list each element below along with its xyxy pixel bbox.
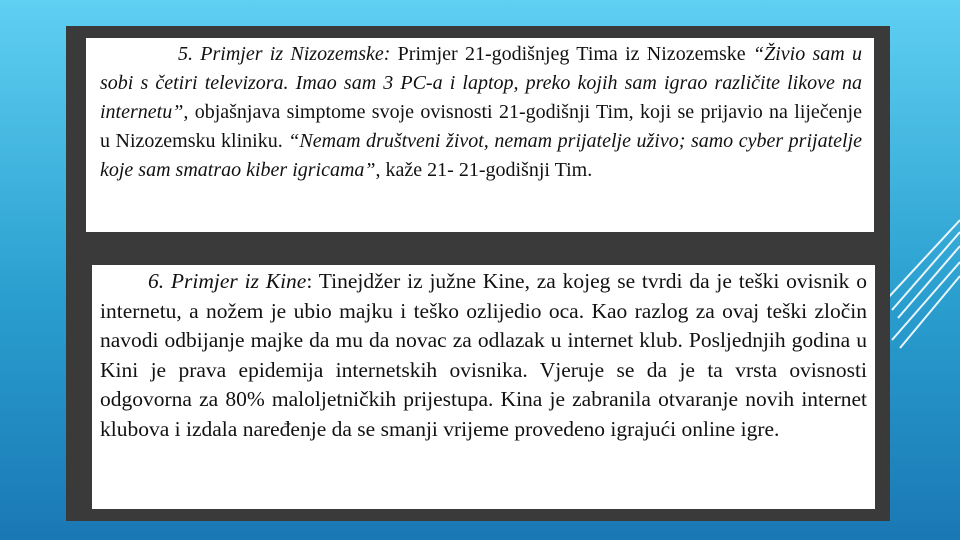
example-5-heading: 5. Primjer iz Nizozemske:	[178, 43, 391, 65]
example-6-card	[92, 265, 875, 509]
example-6-heading: 6. Primjer iz Kine	[148, 269, 307, 293]
example-6-text	[100, 267, 867, 444]
example-5-card	[86, 38, 874, 232]
example-5-text-2: , kaže 21- 21-godišnji Tim.	[375, 159, 593, 181]
example-5-text-1: , objašnjava simptome svoje ovisnosti 21-godišnji Tim, koji se prijavio na liječenje u Nizozemsku kliniku.	[100, 101, 862, 152]
example-5-quote-1: “Živio sam u sobi s četiri televizora. Imao sam 3 PC-a i laptop, preko kojih sam igrao različite likove na internetu”	[100, 43, 862, 123]
example-6-body: : Tinejdžer iz južne Kine, za kojeg se tvrdi da je teški ovisnik o internetu, a nožem je ubio majku i teško ozlijedio oca. Kao razlog za ovaj teški zločin navodi odbijanje majke da mu da novac za odlazak u internet klub. Posljednjih godina u Kini je prava epidemija internetskih ovisnika. Vjeruje se da je ta vrsta ovisnosti odgovorna za 80% maloljetničkih prijestupa. Kina je zabranila otvaranje novih internet klubova i izdala naređenje da se smanji vrijeme provedeno igrajući online igre.	[100, 269, 867, 441]
example-5-title: Primjer 21-godišnjeg Tima iz Nizozemske	[390, 43, 746, 65]
example-5-text	[100, 40, 862, 185]
example-5-quote-2: “Nemam društveni život, nemam prijatelje uživo; samo cyber prijatelje koje sam smatrao kiber igricama”	[100, 130, 863, 181]
